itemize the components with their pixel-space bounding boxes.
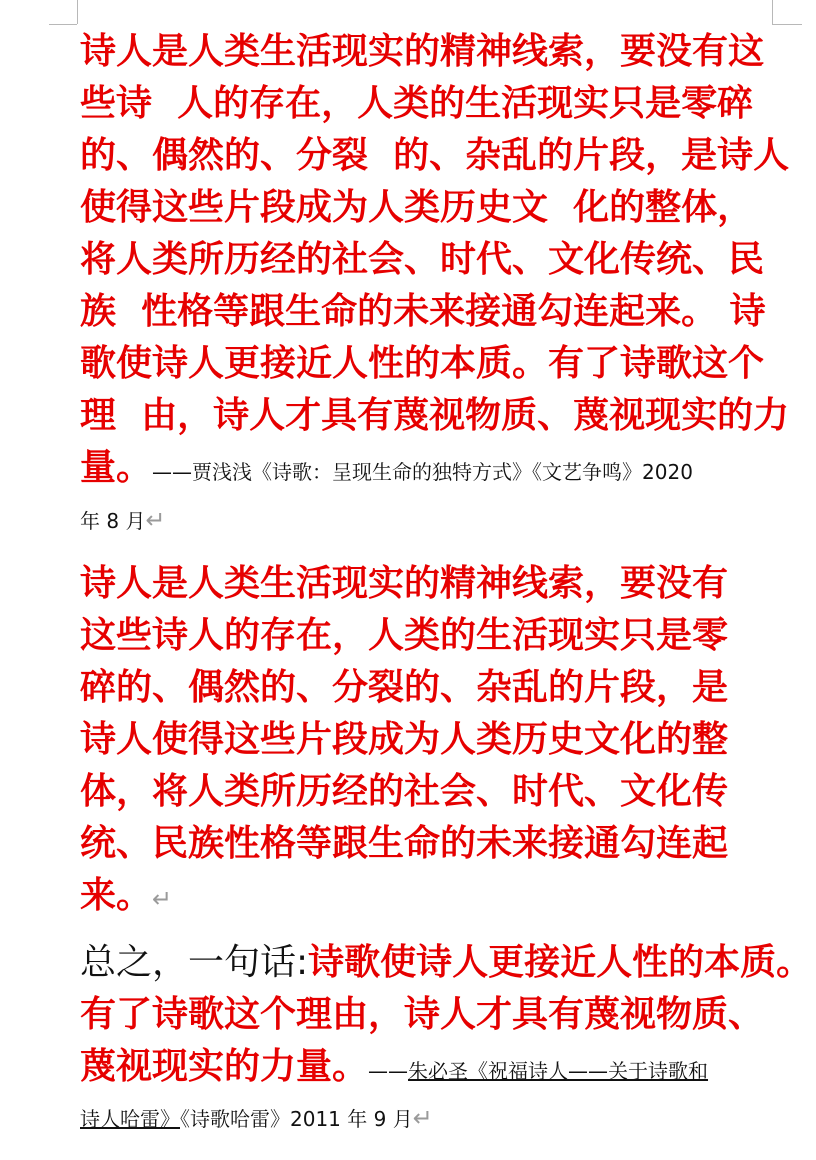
citation-jia-date-text: 年 8 月: [80, 509, 146, 533]
citation-jia: ——贾浅浅《诗歌：呈现生命的独特方式》《文艺争鸣》2020: [152, 460, 693, 484]
paragraph-2-line: [80, 870, 728, 922]
paragraph-1-last-line: [80, 442, 789, 494]
paragraph-3-line: [80, 1041, 812, 1093]
paragraph-2-line: 这些诗人的存在，人类的生活现实只是零: [80, 615, 729, 656]
return-arrow-icon: ↵: [145, 506, 166, 534]
paragraph-2-line: 碎的、偶然的、分裂的、杂乱的片段，是: [80, 667, 729, 708]
summary-end: 蔑视现实的力量。: [80, 1046, 369, 1087]
paragraph-1-line: 歌使诗人更接近人性的本质。有了诗歌这个: [80, 343, 765, 384]
citation-zhu-line-2: [80, 1094, 433, 1142]
paragraph-2-line: 体，将人类所历经的社会、时代、文化传: [80, 771, 729, 812]
paragraph-2-line: 统、民族性格等跟生命的未来接通勾连起: [80, 823, 729, 864]
crop-mark-top-right: [772, 24, 802, 25]
citation-zhu-rest: 《诗歌哈雷》2011 年 9 月: [180, 1107, 413, 1131]
citation-zhu-link-cont[interactable]: 诗人哈雷》: [80, 1107, 180, 1131]
return-arrow-icon: ↵: [152, 885, 173, 913]
paragraph-1: [80, 26, 789, 494]
paragraph-1-line: 诗人是人类生活现实的精神线索，要没有这: [80, 31, 765, 72]
paragraph-1-last-text: 量。: [80, 447, 153, 488]
paragraph-1-line: 族 性格等跟生命的未来接通勾连起来。 诗: [80, 291, 766, 332]
paragraph-3-line: 有了诗歌这个理由，诗人才具有蔑视物质、: [80, 994, 765, 1035]
citation-jia-date: [80, 496, 166, 544]
paragraph-1-line: 使得这些片段成为人类历史文 化的整体，: [80, 187, 754, 228]
citation-zhu-link[interactable]: 朱必圣《祝福诗人——关于诗歌和: [408, 1059, 709, 1083]
paragraph-3: [80, 937, 812, 1093]
crop-mark-top-left: [77, 0, 78, 24]
crop-mark-top-left: [49, 24, 77, 25]
citation-dash: ——: [368, 1059, 409, 1083]
summary-prefix: 总之，一句话:: [80, 942, 309, 983]
paragraph-1-line: 将人类所历经的社会、时代、文化传统、民: [80, 239, 765, 280]
paragraph-1-line: 理 由，诗人才具有蔑视物质、蔑视现实的力: [80, 395, 790, 436]
paragraph-2-last-text: 来。: [80, 875, 153, 916]
return-arrow-icon: ↵: [412, 1104, 433, 1132]
paragraph-2: [80, 558, 728, 922]
paragraph-1-line: 些诗 人的存在，人类的生活现实只是零碎: [80, 83, 754, 124]
paragraph-2-line: 诗人是人类生活现实的精神线索，要没有: [80, 563, 729, 604]
paragraph-3-line: [80, 937, 812, 989]
paragraph-1-line: 的、偶然的、分裂 的、杂乱的片段，是诗人: [80, 135, 790, 176]
summary-text: 诗歌使诗人更接近人性的本质。: [308, 942, 813, 983]
paragraph-2-line: 诗人使得这些片段成为人类历史文化的整: [80, 719, 729, 760]
crop-mark-top-right: [772, 0, 773, 24]
